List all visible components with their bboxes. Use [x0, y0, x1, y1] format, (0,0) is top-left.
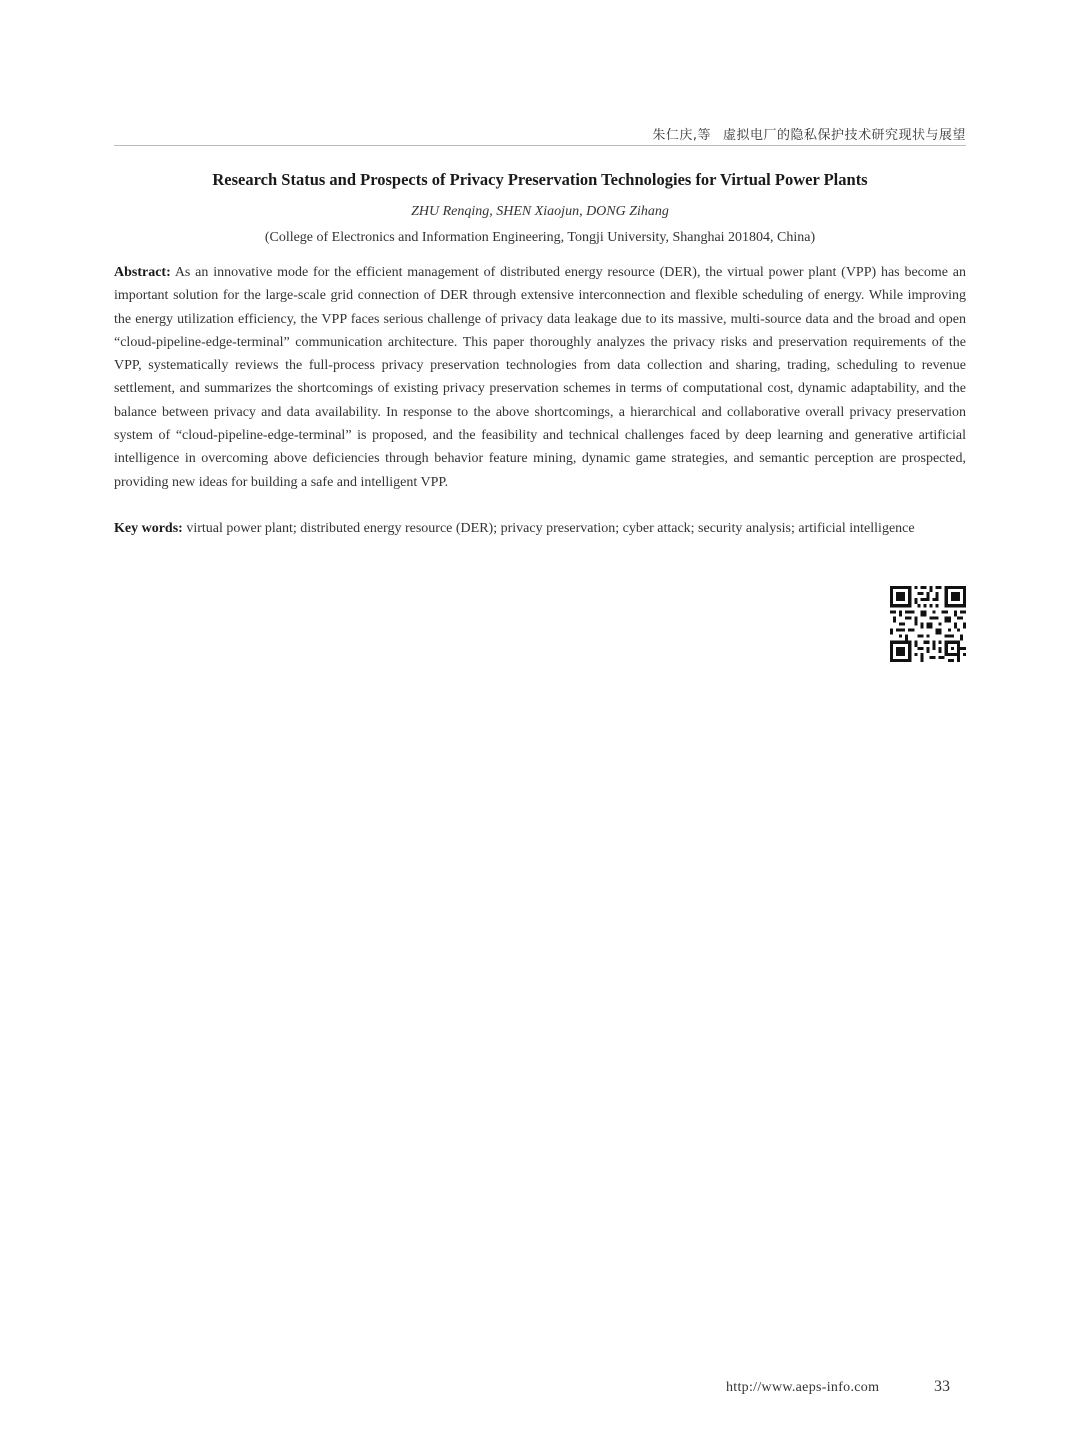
paper-title: Research Status and Prospects of Privacy Preservation Technologies for Virtual Power Plants: [212, 170, 868, 189]
abstract: [114, 261, 966, 494]
running-head: [652, 124, 966, 143]
qr-code-icon: [890, 586, 966, 662]
keywords: [114, 517, 966, 540]
footer-url: http://www.aeps-info.com: [726, 1380, 880, 1395]
header-divider: [114, 145, 966, 146]
keywords-label: Key words:: [114, 521, 183, 536]
page-number: 33: [934, 1378, 950, 1395]
running-head-authors: 朱仁庆,等: [652, 128, 711, 143]
running-head-title: 虚拟电厂的隐私保护技术研究现状与展望: [722, 128, 966, 143]
keywords-text: virtual power plant; distributed energy resource (DER); privacy preservation; cyber attack; security analysis; artificial intelligence: [186, 521, 915, 536]
author-list: ZHU Renqing, SHEN Xiaojun, DONG Zihang: [411, 204, 669, 219]
abstract-label: Abstract:: [114, 265, 171, 280]
author-affiliation: (College of Electronics and Information Engineering, Tongji University, Shanghai 201804, China): [264, 230, 816, 245]
abstract-text: As an innovative mode for the efficient management of distributed energy resource (DER), the virtual power plant (VPP) has become an important solution for the large-scale grid connection of DER through extensive interconnection and flexible scheduling of energy. While improving the energy utilization efficiency, the VPP faces serious challenge of privacy data leakage due to its massive, multi-source data and the broad and open “cloud-pipeline-edge-terminal” communication architecture. This paper thoroughly analyzes the privacy risks and preservation requirements of the VPP, systematically reviews the full-process privacy preservation technologies from data collection and sharing, trading, scheduling to revenue settlement, and summarizes the shortcomings of existing privacy preservation schemes in terms of computational cost, dynamic adaptability, and the balance between privacy and data availability. In response to the above shortcomings, a hierarchical and collaborative overall privacy preservation system of “cloud-pipeline-edge-terminal” is proposed, and the feasibility and technical challenges faced by deep learning and generative artificial intelligence in overcoming above deficiencies through behavior feature mining, dynamic game strategies, and semantic perception are prospected, providing new ideas for building a safe and intelligent VPP.: [114, 265, 967, 490]
